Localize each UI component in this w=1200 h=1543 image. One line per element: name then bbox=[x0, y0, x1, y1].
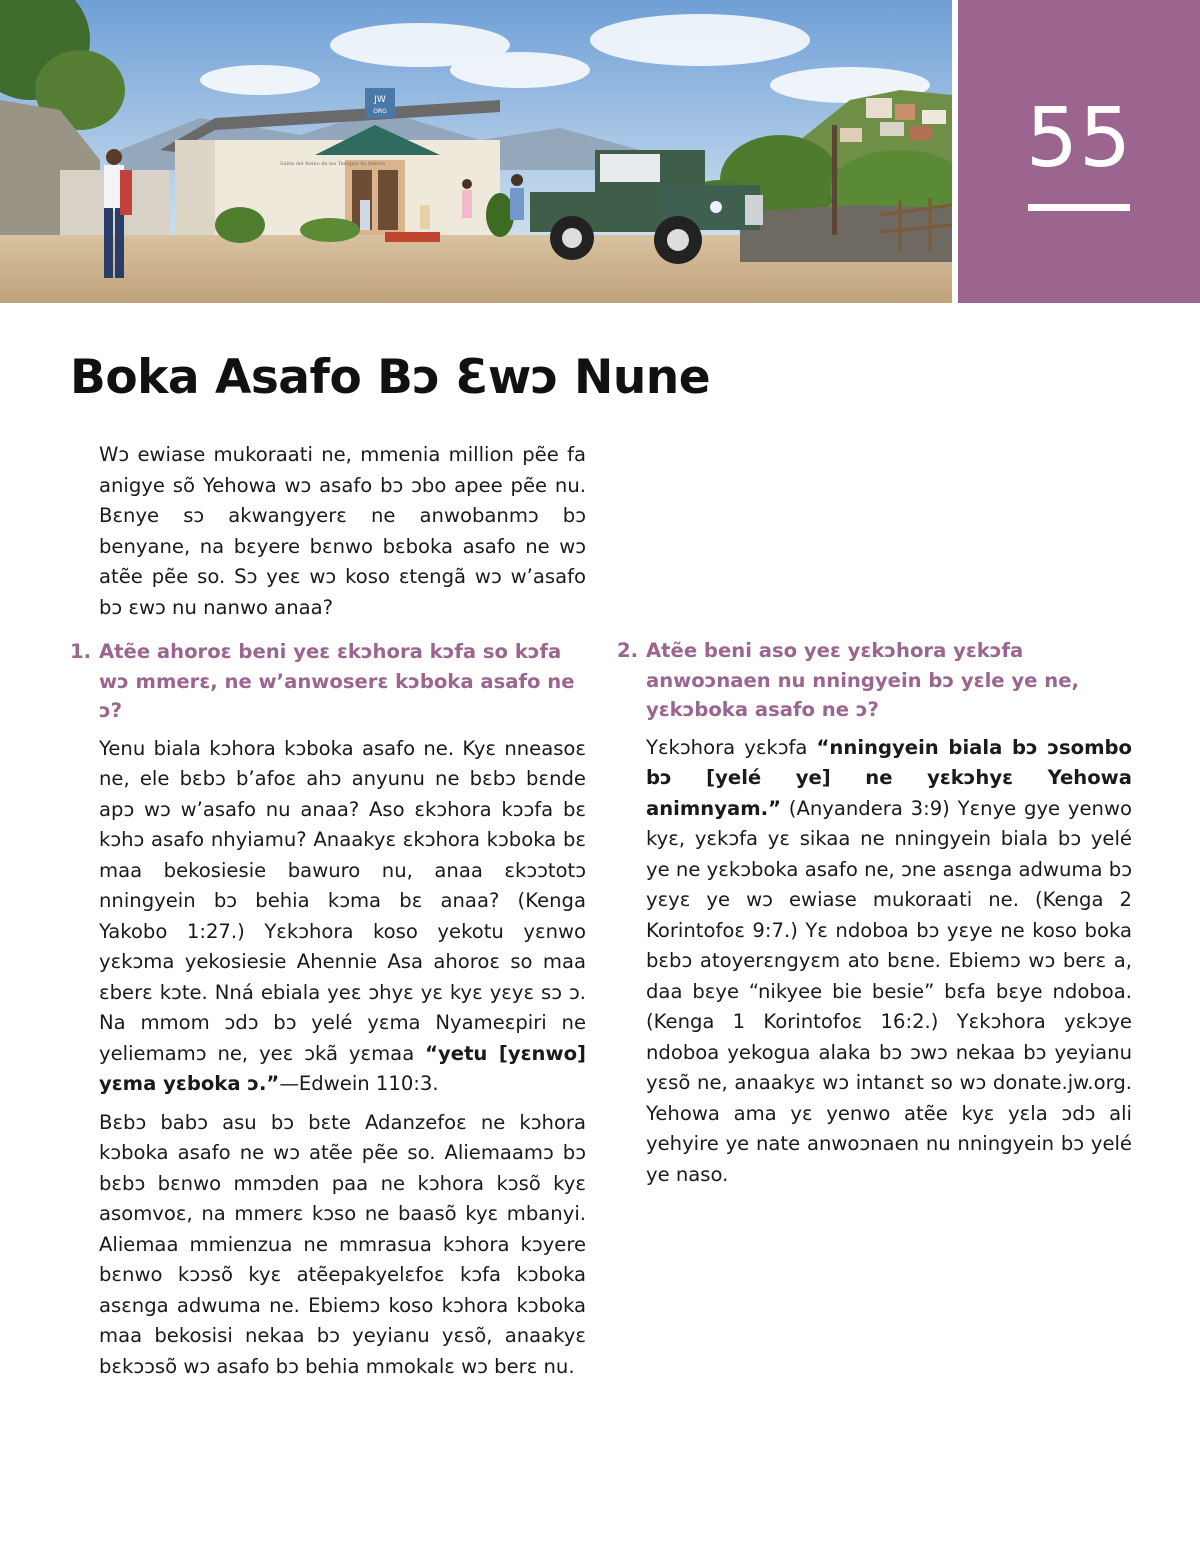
left-column bbox=[70, 440, 586, 1382]
jw-logo-org: ORG bbox=[373, 108, 387, 115]
intro-paragraph: Wɔ ewiase mukoraati ne, mmenia million pẽe fa anigye sõ Yehowa wɔ asafo bɔ ɔbo apee pẽe nu. Bɛnye sɔ akwangyerɛ ne anwobanmɔ bɔ benyane, na bɛyere bɛnwo bɛboka asafo ne wɔ atẽe pẽe so. Sɔ yeɛ wɔ koso ɛtengã wɔ w’asafo bɔ ɛwɔ nu nanwo anaa? bbox=[99, 443, 586, 619]
chapter-tab bbox=[958, 0, 1200, 303]
hero-image bbox=[0, 0, 952, 303]
jw-logo-text: JW bbox=[374, 95, 386, 105]
question-2 bbox=[617, 636, 1132, 725]
answer-1-scripture-quote: “yetu [yɛnwo] yɛma yɛboka ɔ.” bbox=[99, 1041, 586, 1095]
answer-2-paragraph bbox=[646, 733, 1132, 1191]
question-1-text: Atẽe ahoroɛ beni yeɛ ɛkɔhora kɔfa so kɔfa wɔ mmerɛ, ne w’anwoserɛ kɔboka asafo ne ɔ? bbox=[99, 640, 575, 722]
right-column bbox=[617, 596, 1132, 1198]
answer-2-text-b: (Anyandera 3:9) Yɛnye gye yenwo kyɛ, yɛkɔfa yɛ sikaa ne nningyein biala bɔ yelé ye ne yɛkɔboka asafo ne, ɔne asɛnga adwuma bɔ yɛyɛ ye wɔ ewiase mukoraati ne. (Kenga 2 Korintofoɛ 9:7.) Yɛ ndoboa bɔ yɛye ne koso boka bɛbɔ atoyerɛngyɛm ato bɛne. Ebiemɔ wɔ berɛ a, daa bɛye “nikyee bie besie” bɛfa bɛye ndoboa. (Kenga 1 Korintofoɛ 16:2.) Yɛkɔhora yɛkɔye ndoboa yekogua alaka bɔ ɔwɔ nekaa bɔ yeyianu yɛsõ ne, anaakyɛ wɔ intanɛt so wɔ donate.jw.org. Yehowa ama yɛ yenwo atẽe kyɛ yɛla ɔdɔ ali yehyire ye nate anwoɔnaen nu nningyein bɔ yelé ye naso. bbox=[646, 796, 1132, 1186]
question-1 bbox=[70, 637, 586, 726]
answer-1-text: Yenu biala kɔhora kɔboka asafo ne. Kyɛ nneasoɛ ne, ele bɛbɔ b’afoɛ ahɔ anyunu ne bɛbɔ bɛnde apɔ wɔ w’asafo nu anaa? Aso ɛkɔhora kɔɔfa bɛ kɔhɔ asafo nhyiamu? Anaakyɛ ɛkɔhora kɔboka bɛ maa bekosiesie bawuro nu, anaa ɛkɔɔtotɔ nningyein bɔ behia kɔma bɛ anaa? (Kenga Yakobo 1:27.) Yɛkɔhora koso yekotu yɛnwo yɛkɔma yekosiesie Ahennie Asa ahoroɛ so maa ɛberɛ kɔte. Nná ebiala yeɛ ɔhyɛ yɛ kyɛ yɛyɛ sɔ ɔ. Na mmom ɔdɔ bɔ yelé yɛma Nyameɛpiri ne yeliemamɔ ne, yeɛ ɔkã yɛmaa bbox=[99, 736, 586, 1065]
answer-1-paragraph-2: Bɛbɔ babɔ asu bɔ bɛte Adanzefoɛ ne kɔhora kɔboka asafo ne wɔ atẽe pẽe so. Aliemaamɔ bɔ bɛbɔ bɛnwo mmɔden paa ne kɔhora kɔsõ kyɛ asomvoɛ, na mmerɛ kɔso ne baasõ kyɛ mbanyi. Aliemaa mmienzua ne mmrasua kɔhora kɔyere bɛnwo kɔɔsõ kyɛ atẽepakyelɛfoɛ kɔfa kɔboka asɛnga adwuma ne. Ebiemɔ koso kɔhora kɔboka maa bekosisi nekaa bɔ yeyianu yɛsõ, anaakyɛ bɛkɔɔsõ wɔ asafo bɔ behia mmokalɛ wɔ berɛ nu. bbox=[99, 1110, 586, 1378]
right-stone-wall bbox=[740, 205, 952, 262]
answer-1-scripture-ref: —Edwein 110:3. bbox=[279, 1072, 439, 1095]
building-sign: Salón del Reino de los Testigos de Jehová bbox=[280, 161, 386, 167]
question-2-number: 2. bbox=[617, 639, 639, 662]
utility-pole bbox=[832, 125, 837, 235]
question-1-number: 1. bbox=[70, 640, 92, 663]
answer-2-text-a: Yɛkɔhora yɛkɔfa bbox=[646, 735, 817, 759]
chapter-number: 55 bbox=[1025, 91, 1133, 186]
question-2-text: Atẽe beni aso yeɛ yɛkɔhora yɛkɔfa anwoɔnaen nu nningyein bɔ yɛle ye ne, yɛkɔboka asafo ne ɔ? bbox=[646, 639, 1079, 721]
answer-2-scripture-quote: “nningyein biala bɔ ɔsombo bɔ [yelé ye] ne yɛkɔhyɛ Yehowa animnyam.” bbox=[646, 735, 1133, 820]
answer-1-paragraph bbox=[99, 734, 586, 1100]
chapter-underline bbox=[1028, 204, 1130, 211]
page-title: Boka Asafo Bɔ Ɛwɔ Nune bbox=[70, 350, 711, 405]
